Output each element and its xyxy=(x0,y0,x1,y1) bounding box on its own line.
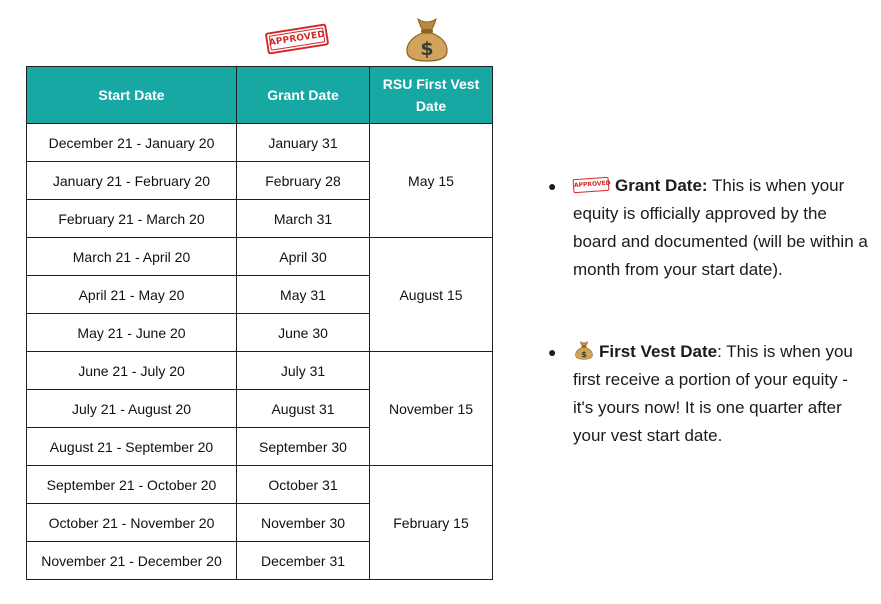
grant-date-cell: June 30 xyxy=(237,314,370,352)
start-date-cell: January 21 - February 20 xyxy=(27,162,237,200)
header-rsu-first-vest-date: RSU First Vest Date xyxy=(370,67,493,124)
approved-stamp-icon: APPROVED xyxy=(573,176,610,192)
grant-date-cell: October 31 xyxy=(237,466,370,504)
list-item-first-vest-date xyxy=(548,338,868,450)
start-date-cell: March 21 - April 20 xyxy=(27,238,237,276)
start-date-cell: May 21 - June 20 xyxy=(27,314,237,352)
start-date-cell: April 21 - May 20 xyxy=(27,276,237,314)
header-start-date: Start Date xyxy=(27,67,237,124)
bullet-icon: ● xyxy=(548,344,557,360)
vest-date-cell: November 15 xyxy=(370,352,493,466)
grant-date-cell: August 31 xyxy=(237,390,370,428)
table-row xyxy=(27,352,493,390)
start-date-cell: November 21 - December 20 xyxy=(27,542,237,580)
vest-date-cell: February 15 xyxy=(370,466,493,580)
table-header-row xyxy=(27,67,493,124)
start-date-cell: September 21 - October 20 xyxy=(27,466,237,504)
start-date-cell: February 21 - March 20 xyxy=(27,200,237,238)
bullet-icon: ● xyxy=(548,178,557,194)
first-vest-date-term: First Vest Date xyxy=(599,342,718,361)
grant-date-description: This is when your equity is officially approved by the board and documented (will be within a month from your start date). xyxy=(573,176,868,279)
start-date-cell: July 21 - August 20 xyxy=(27,390,237,428)
list-item-grant-date xyxy=(548,172,868,284)
grant-date-cell: December 31 xyxy=(237,542,370,580)
grant-date-cell: March 31 xyxy=(237,200,370,238)
money-bag-icon xyxy=(573,340,595,360)
grant-date-cell: January 31 xyxy=(237,124,370,162)
start-date-cell: June 21 - July 20 xyxy=(27,352,237,390)
svg-text:$: $ xyxy=(420,38,434,60)
grant-date-cell: November 30 xyxy=(237,504,370,542)
start-date-cell: October 21 - November 20 xyxy=(27,504,237,542)
start-date-cell: December 21 - January 20 xyxy=(27,124,237,162)
grant-date-cell: May 31 xyxy=(237,276,370,314)
approved-stamp-icon xyxy=(265,23,330,54)
grant-vest-schedule-table xyxy=(26,66,493,580)
grant-date-cell: September 30 xyxy=(237,428,370,466)
vest-date-cell: August 15 xyxy=(370,238,493,352)
table-row xyxy=(27,238,493,276)
money-bag-icon xyxy=(401,16,453,62)
header-grant-date: Grant Date xyxy=(237,67,370,124)
first-vest-date-description: : This is when you first receive a portion of your equity - it's yours now! It is one quarter after your vest start date. xyxy=(573,342,853,445)
definitions-list xyxy=(548,172,868,450)
start-date-cell: August 21 - September 20 xyxy=(27,428,237,466)
table-row xyxy=(27,466,493,504)
grant-date-cell: February 28 xyxy=(237,162,370,200)
approved-stamp-label: APPROVED xyxy=(268,29,326,49)
vest-date-cell: May 15 xyxy=(370,124,493,238)
table-row xyxy=(27,124,493,162)
grant-date-term: Grant Date: xyxy=(615,176,708,195)
svg-text:$: $ xyxy=(581,349,587,359)
grant-date-cell: April 30 xyxy=(237,238,370,276)
grant-date-cell: July 31 xyxy=(237,352,370,390)
